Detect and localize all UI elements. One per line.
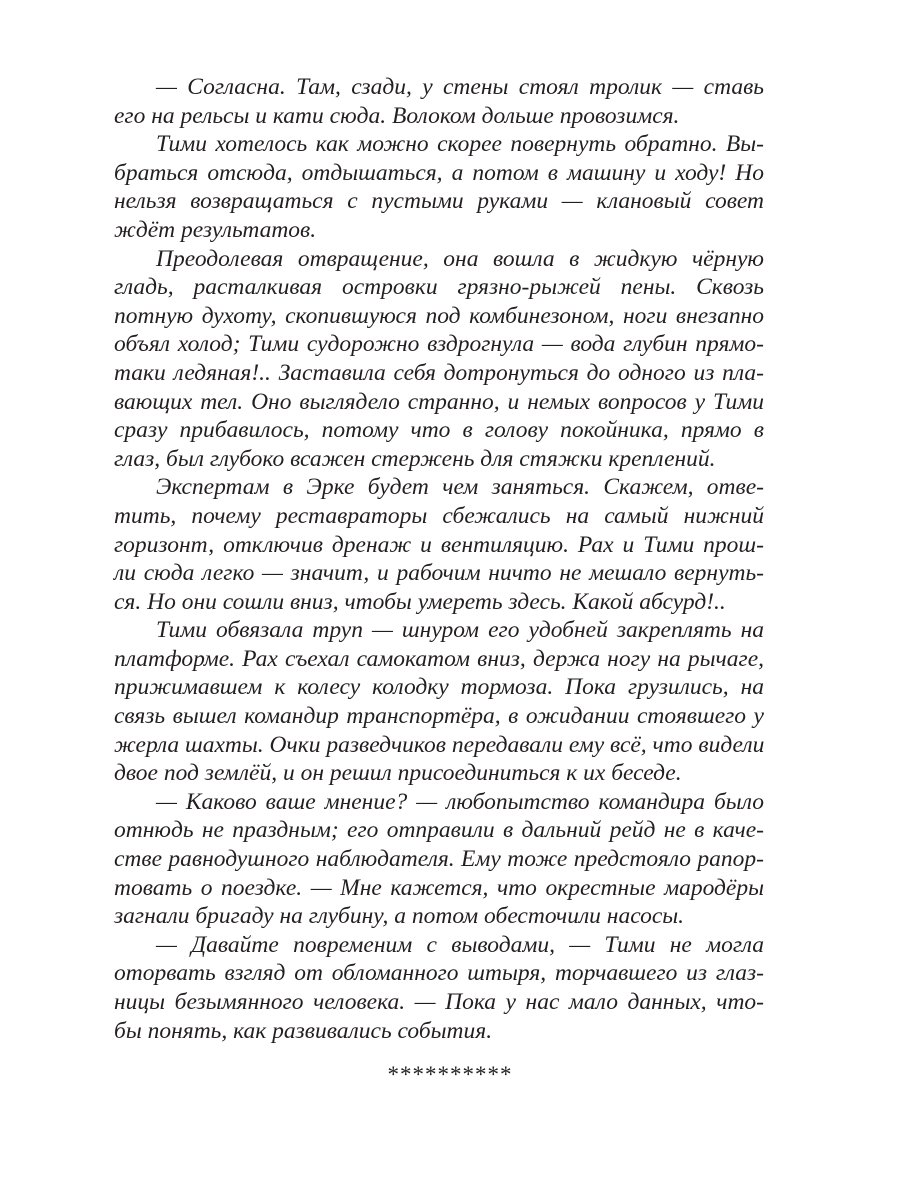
text-line: глаз, был глубоко всажен стержень для стяжки креплений. (114, 445, 716, 472)
paragraph-3 (114, 245, 764, 474)
text-line: объял холод; Тими судорожно вздрогнула — вода глубин прямо- (114, 331, 764, 358)
text-line: жерла шахты. Очки разведчиков передавали ему всё, что видели (114, 731, 765, 758)
text-line: Тими обвязала труп — шнуром его удобней закреплять на (156, 617, 764, 644)
text-line: Преодолевая отвращение, она вошла в жидкую чёрную (156, 245, 764, 272)
text-line: ждёт результатов. (114, 216, 317, 243)
text-line: нельзя возвращаться с пустыми руками — клановый совет (114, 188, 764, 215)
paragraph-7 (114, 931, 764, 1045)
text-line: оторвать взгляд от обломанного штыря, торчавшего из глаз- (114, 960, 764, 987)
text-line: сразу прибавилось, потому что в голову покойника, прямо в (114, 417, 764, 444)
text-line: — Каково ваше мнение? — любопытство командира было (156, 788, 764, 815)
text-line: товать о поездке. — Мне кажется, что окрестные мародёры (114, 874, 764, 901)
text-line: — Давайте повременим с выводами, — Тими не могла (156, 931, 764, 958)
text-line: бы понять, как развивались события. (114, 1017, 493, 1044)
paragraph-4 (114, 473, 764, 616)
text-line: гладь, расталкивая островки грязно-рыжей пены. Сквозь (114, 274, 764, 301)
text-line: двое под землёй, и он решил присоединиться к их беседе. (114, 760, 682, 787)
paragraph-6 (114, 788, 764, 931)
text-line: отнюдь не праздным; его отправили в дальний рейд не в каче- (114, 817, 764, 844)
section-separator: ********** (387, 1062, 513, 1087)
text-line: горизонт, отключив дренаж и вентиляцию. Рах и Тими прош- (114, 531, 764, 558)
text-line: ницы безымянного человека. — Пока у нас мало данных, что- (114, 989, 764, 1015)
text-line: связь вышел командир транспортёра, в ожидании стоявшего у (114, 703, 764, 730)
body-text (114, 73, 764, 1045)
text-line: таки ледяная!.. Заставила себя дотронуться до одного из пла- (114, 359, 764, 386)
text-line: ся. Но они сошли вниз, чтобы умереть здесь. Какой абсурд!.. (114, 588, 726, 615)
text-line: его на рельсы и кати сюда. Волоком дольше провозимся. (114, 102, 680, 129)
text-line: потную духоту, скопившуюся под комбинезоном, ноги внезапно (114, 302, 764, 329)
text-line: загнали бригаду на глубину, а потом обесточили насосы. (114, 903, 685, 930)
text-line: платформе. Рах съехал самокатом вниз, держа ногу на рычаге, (114, 645, 764, 672)
text-line: вающих тел. Оно выглядело странно, и немых вопросов у Тими (114, 388, 764, 415)
text-line: Экспертам в Эрке будет чем заняться. Скажем, отве- (156, 474, 764, 501)
text-line: — Согласна. Там, сзади, у стены стоял тролик — ставь (156, 74, 764, 100)
paragraph-5 (114, 616, 764, 788)
text-line: Тими хотелось как можно скорее повернуть обратно. Вы- (156, 131, 764, 158)
paragraph-1 (114, 73, 764, 130)
text-line: ли сюда легко — значит, и рабочим ничто не мешало вернуть- (114, 560, 764, 587)
text-line: стве равнодушного наблюдателя. Ему тоже предстояло рапор- (114, 846, 764, 873)
paragraph-2 (114, 130, 764, 244)
text-line: прижимавшем к колесу колодку тормоза. Пока грузились, на (114, 674, 764, 701)
text-line: тить, почему реставраторы сбежались на самый нижний (114, 502, 764, 529)
text-line: браться отсюда, отдышаться, а потом в машину и ходу! Но (114, 159, 764, 186)
